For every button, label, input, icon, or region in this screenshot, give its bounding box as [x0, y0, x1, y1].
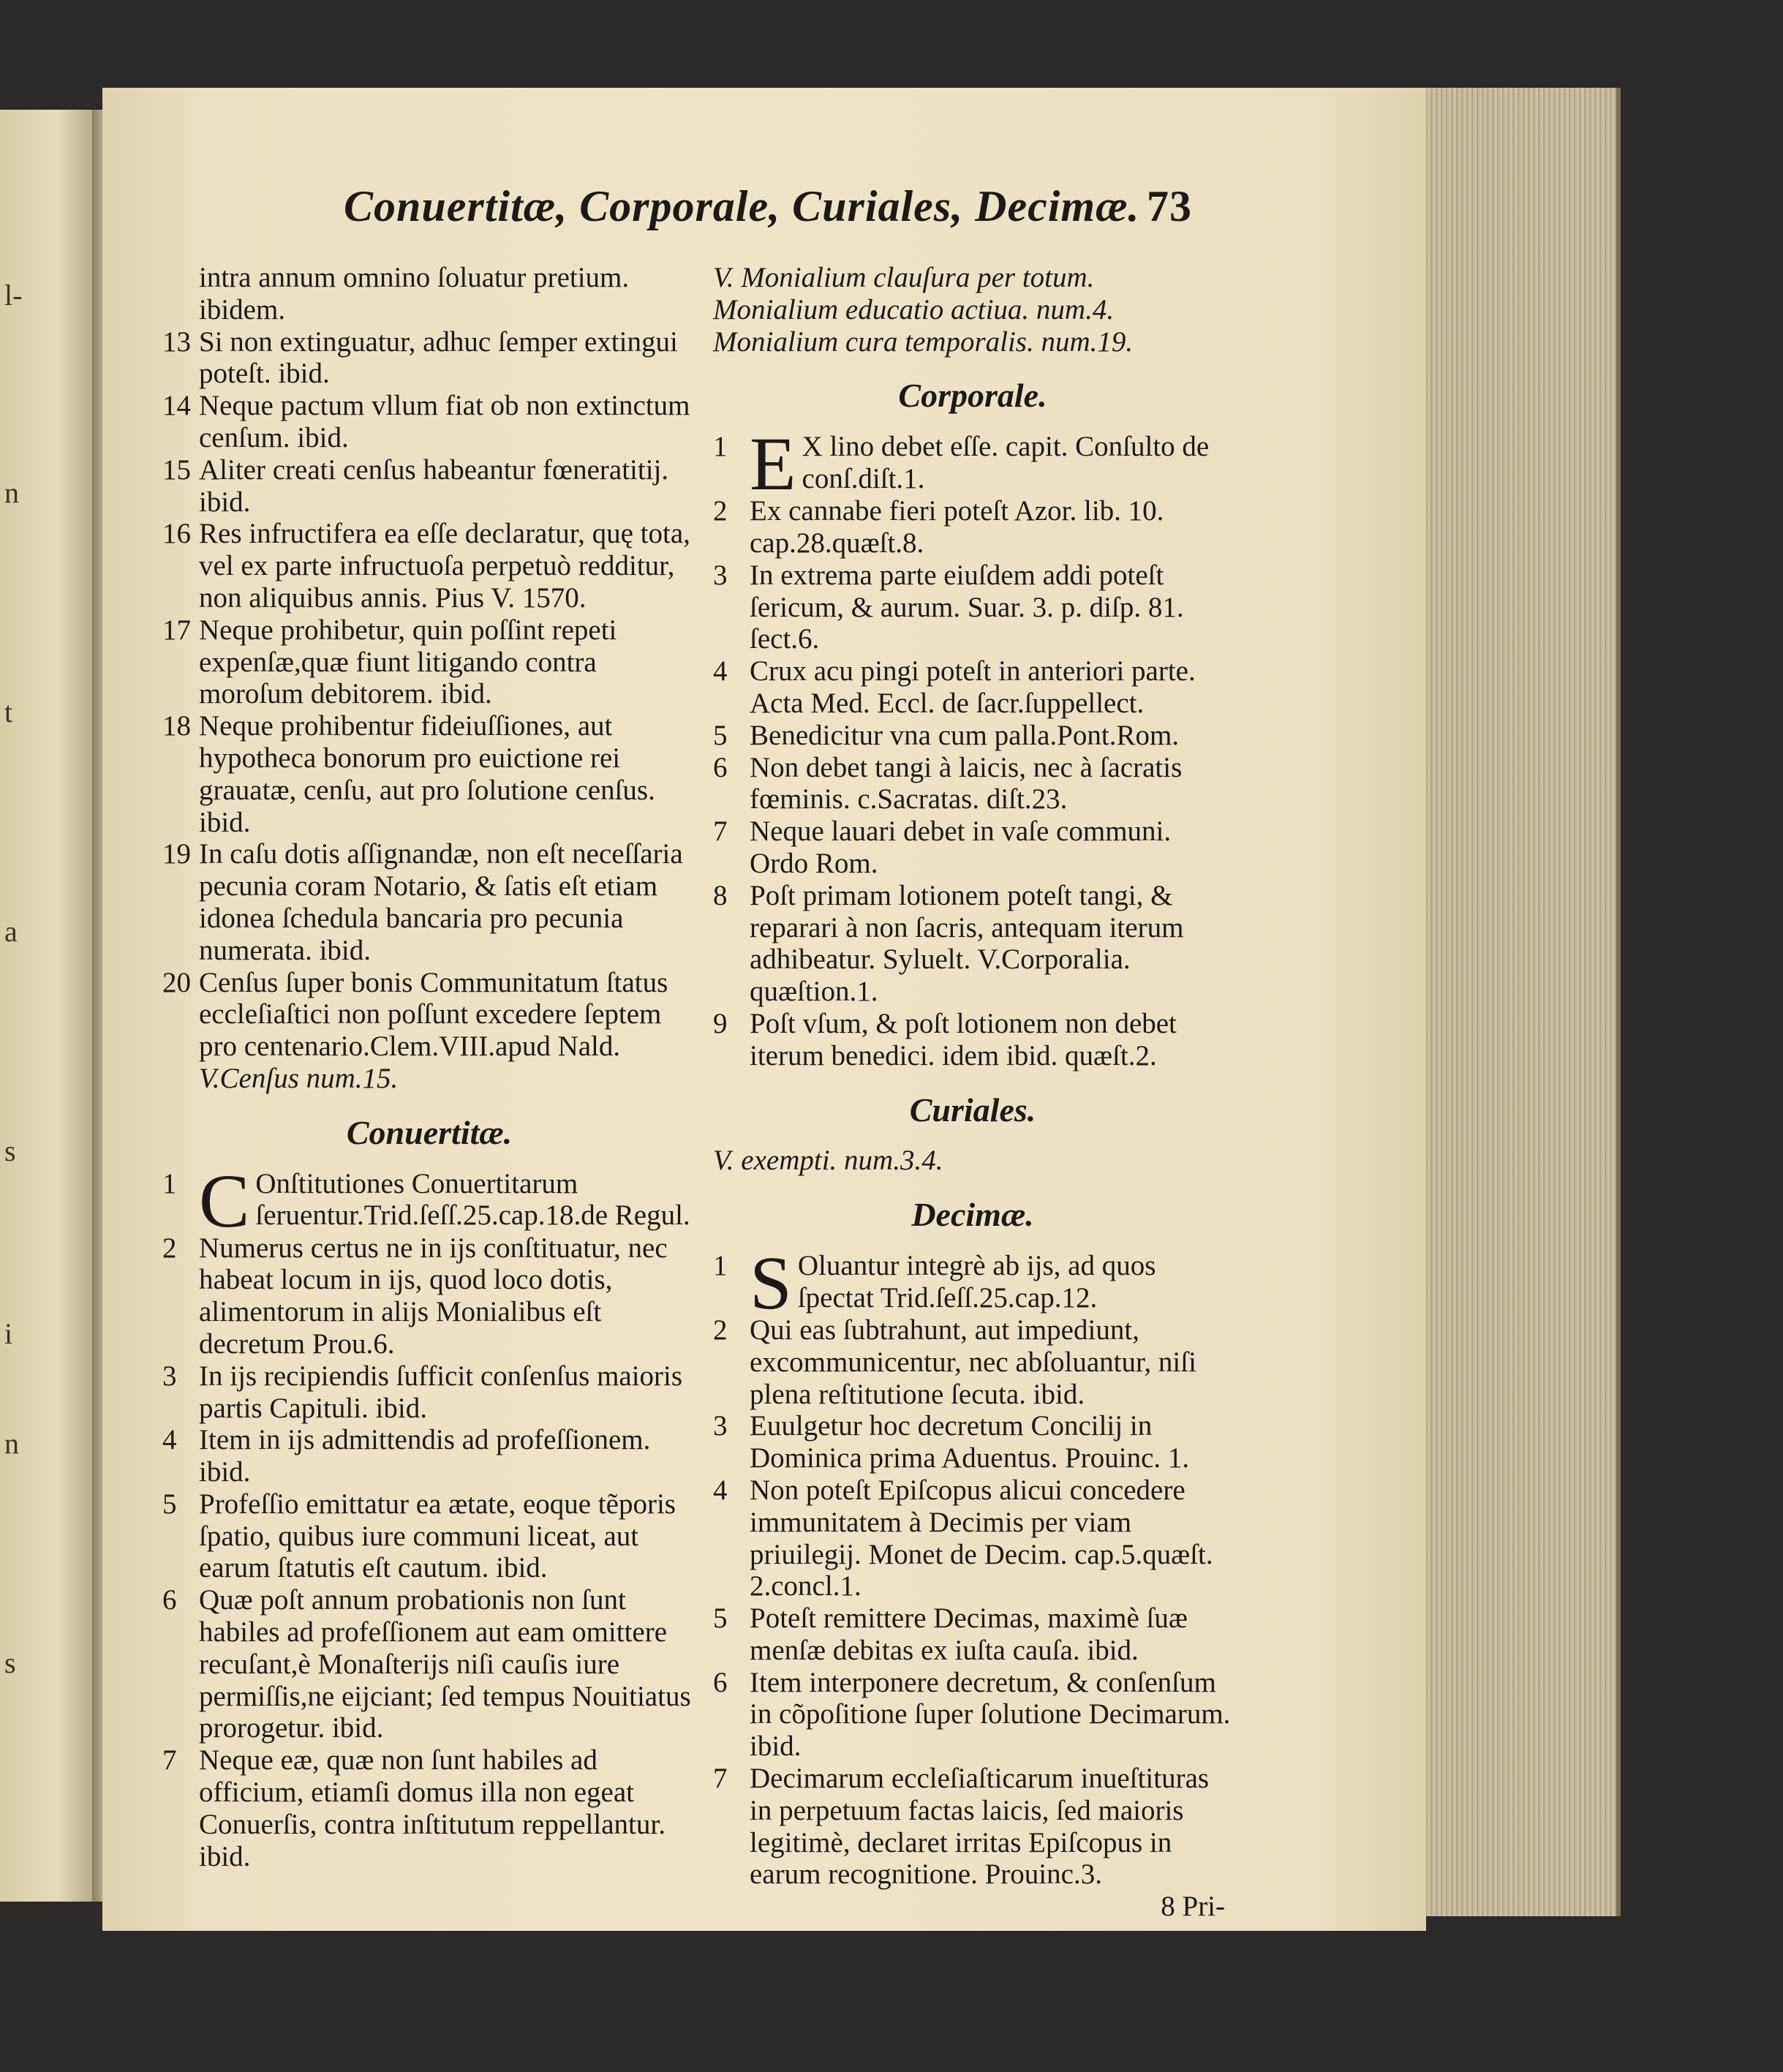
entry-text: Oluantur integrè ab ijs, ad quos ſpectat Trid.ſeſſ.25.cap.12.	[797, 1249, 1156, 1314]
entry-number: 7	[713, 815, 728, 848]
entry-text: Cenſus ſuper bonis Communitatum ſtatus eccleſiaſtici non poſſunt excedere ſeptem pro centenario.Clem.VIII.apud Nald.	[199, 966, 668, 1063]
header-title: Conuertitæ, Corporale, Curiales, Decimæ.	[344, 182, 1140, 230]
entry-number: 5	[713, 1602, 728, 1635]
list-item	[713, 1240, 1232, 1325]
right-column	[713, 262, 1232, 1923]
entry-text: In ijs recipiendis ſufficit conſenſus maioris partis Capituli. ibid.	[199, 1360, 683, 1424]
entry-number: 16	[162, 518, 191, 550]
entry-number: 4	[162, 1424, 177, 1456]
entry-number: 14	[162, 390, 191, 422]
list-item	[713, 720, 1232, 752]
entry-number: 20	[162, 966, 191, 998]
list-item	[162, 710, 696, 838]
list-item	[162, 1232, 696, 1360]
list-item	[713, 880, 1232, 1008]
margin-fragment: l-	[4, 279, 23, 312]
entry-number: 7	[162, 1744, 177, 1777]
drop-capital: C	[199, 1159, 250, 1243]
entry-number: 6	[162, 1584, 177, 1616]
list-item	[162, 1744, 696, 1872]
entry-text: Item in ijs admittendis ad profeſſionem. ibid.	[199, 1424, 651, 1488]
entry-number: 5	[162, 1488, 177, 1520]
list-item	[162, 1424, 696, 1488]
entry-text: Onſtitutiones Conuertitarum ſeruentur.Trid.ſeſſ.25.cap.18.de Regul.	[255, 1167, 690, 1232]
margin-fragment: s	[4, 1134, 16, 1167]
entry-text: Item interponere decretum, & conſenſum in cõpoſitione ſuper ſolutione Decimarum. ibid.	[750, 1666, 1231, 1763]
cross-reference: V.Cenſus num.15.	[199, 1062, 399, 1094]
entry-text: Neque eæ, quæ non ſunt habiles ad officium, etiamſi domus illa non egeat Conuerſis, contra inſtitutum reppellantur. ibid.	[199, 1744, 666, 1872]
margin-fragment: n	[4, 476, 19, 509]
margin-fragment: t	[4, 696, 13, 728]
list-item	[162, 1159, 696, 1243]
entry-text: Poſt vſum, & poſt lotionem non debet iterum benedici. idem ibid. quæſt.2.	[750, 1007, 1177, 1071]
entry-number: 7	[713, 1763, 728, 1795]
entry-number: 6	[713, 751, 728, 783]
entry-text: Res infructifera ea eſſe declaratur, quę tota, vel ex parte infructuoſa perpetuò redditur, non aliquibus annis. Pius V. 1570.	[199, 518, 690, 614]
entry-number: 2	[162, 1232, 177, 1264]
entry-text: Benedicitur vna cum palla.Pont.Rom.	[750, 719, 1180, 751]
entry-text: Ex cannabe fieri poteſt Azor. lib. 10. cap.28.quæſt.8.	[750, 495, 1164, 559]
list-item	[713, 560, 1232, 655]
list-item	[162, 1360, 696, 1425]
cross-reference: V. Monialium clauſura per totum.	[713, 262, 1095, 293]
entry-text: In extrema parte eiuſdem addi poteſt ſericum, & aurum. Suar. 3. p. diſp. 81. ſect.6.	[750, 559, 1184, 655]
entry-text: Aliter creati cenſus habeantur fœneratitij. ibid.	[199, 453, 669, 518]
entry-text: Quæ poſt annum probationis non ſunt habiles ad profeſſionem aut eam omittere recuſant,è Monaſterijs niſi cauſis iure permiſſis,ne eijciant; ſed tempus Nouitiatus prorogetur. ibid.	[199, 1584, 691, 1744]
page-number: 73	[1147, 182, 1192, 230]
entry-text: X lino debet eſſe. capit. Conſulto de conſ.diſt.1.	[802, 431, 1210, 494]
list-item	[162, 518, 696, 614]
entry-number: 13	[162, 325, 191, 358]
entry-number: 5	[713, 719, 728, 751]
entry-text: Neque prohibentur fideiuſſiones, aut hypotheca bonorum pro euictione rei grauatæ, cenſu, aut pro ſolutione cenſus. ibid.	[199, 710, 655, 838]
list-item	[713, 815, 1232, 880]
margin-fragment: i	[4, 1317, 13, 1350]
list-item	[713, 1667, 1232, 1763]
previous-page-edge	[0, 110, 95, 1902]
entry-number: 17	[162, 614, 191, 646]
section-heading: Conuertitæ.	[346, 1113, 513, 1151]
entry-number: 3	[162, 1360, 177, 1392]
entry-text: Qui eas ſubtrahunt, aut impediunt, excommunicentur, nec abſoluantur, niſi plena reſtitutione ſecuta. ibid.	[750, 1314, 1196, 1410]
entry-text: Profeſſio emittatur ea ætate, eoque tẽporis ſpatio, quibus iure communi liceat, aut earum ſtatutis eſt cautum. ibid.	[199, 1488, 676, 1584]
entry-text: Si non extinguatur, adhuc ſemper extingui poteſt. ibid.	[199, 325, 678, 390]
entry-number: 9	[713, 1007, 728, 1039]
entry-number: 1	[713, 431, 728, 463]
entry-text: Euulgetur hoc decretum Concilij in Dominica prima Aduentus. Prouinc. 1.	[750, 1410, 1190, 1474]
list-item	[162, 1488, 696, 1584]
entry-text: Poſt primam lotionem poteſt tangi, & reparari à non ſacris, antequam iterum adhibeatur. Syluelt. V.Corporalia. quæſtion.1.	[750, 879, 1184, 1008]
entry-number: 3	[713, 559, 728, 591]
entry-text: Numerus certus ne in ijs conſtituatur, nec habeat locum in ijs, quod loco dotis, alimentorum in alijs Monialibus eſt decretum Prou.6.	[199, 1232, 668, 1360]
list-item	[162, 326, 696, 391]
cross-reference: V. exempti. num.3.4.	[713, 1145, 943, 1177]
list-item	[713, 1763, 1232, 1891]
margin-fragment: a	[4, 915, 18, 948]
entry-number: 2	[713, 495, 728, 527]
list-item	[713, 1410, 1232, 1474]
list-item	[162, 838, 696, 966]
entry-text: Crux acu pingi poteſt in anteriori parte. Acta Med. Eccl. de ſacr.ſuppellect.	[750, 655, 1196, 719]
list-item	[713, 1314, 1232, 1410]
entry-text: Neque pactum vllum fiat ob non extinctum cenſum. ibid.	[199, 390, 690, 453]
entry-number: 1	[713, 1249, 728, 1281]
entry-text: In caſu dotis aſſignandæ, non eſt neceſſaria pecunia coram Notario, & ſatis eſt etiam idonea ſchedula bancaria pro pecunia numerata. ibid.	[199, 838, 683, 966]
entry-number: 18	[162, 710, 191, 742]
list-item	[713, 1602, 1232, 1667]
list-item	[713, 752, 1232, 816]
entry-text: Non poteſt Epiſcopus alicui concedere immunitatem à Decimis per viam priuilegij. Monet de Decim. cap.5.quæſt. 2.concl.1.	[750, 1474, 1213, 1602]
entry-number: 1	[162, 1167, 177, 1199]
list-item	[713, 1474, 1232, 1602]
list-item	[713, 495, 1232, 560]
list-item	[162, 614, 696, 710]
section-heading: Decimæ.	[911, 1196, 1034, 1234]
margin-fragment: s	[4, 1646, 16, 1679]
list-item	[162, 390, 696, 454]
list-item	[162, 454, 696, 519]
left-column	[162, 262, 696, 1872]
cross-reference: Monialium cura temporalis. num.19.	[713, 325, 1134, 358]
page-edges	[1422, 88, 1621, 1916]
list-item	[162, 967, 696, 1063]
drop-capital: E	[750, 422, 796, 507]
entry-number: 3	[713, 1410, 728, 1442]
drop-capital: S	[750, 1240, 792, 1325]
list-item	[713, 655, 1232, 720]
entry-text: Decimarum eccleſiaſticarum inueſtituras in perpetuum factas laicis, ſed maioris legitimè, declaret irritas Epiſcopus in earum recognitione. Prouinc.3.	[750, 1763, 1210, 1891]
margin-fragment: n	[4, 1427, 19, 1460]
list-item	[713, 1008, 1232, 1072]
list-item	[162, 1584, 696, 1744]
entry-number: 4	[713, 655, 728, 687]
catchword: 8 Pri-	[1161, 1891, 1225, 1923]
entry-number: 19	[162, 838, 191, 870]
section-heading: Corporale.	[898, 377, 1047, 415]
section-heading: Curiales.	[909, 1090, 1036, 1129]
entry-number: 6	[713, 1666, 728, 1698]
entry-text: Poteſt remittere Decimas, maximè ſuæ menſæ debitas ex iuſta cauſa. ibid.	[750, 1602, 1188, 1666]
running-header	[344, 181, 1192, 232]
entry-number: 8	[713, 879, 728, 911]
entry-number: 4	[713, 1474, 728, 1506]
entry-number: 2	[713, 1314, 728, 1346]
entry-number: 15	[162, 453, 191, 486]
entry-text: Neque prohibetur, quin poſſint repeti expenſæ,quæ fiunt litigando contra moroſum debitorem. ibid.	[199, 614, 617, 710]
cross-reference: Monialium educatio actiua. num.4.	[713, 293, 1115, 325]
entry-text: Non debet tangi à laicis, nec à ſacratis fœminis. c.Sacratas. diſt.23.	[750, 751, 1183, 815]
entry-text: Neque lauari debet in vaſe communi. Ordo Rom.	[750, 815, 1172, 879]
list-item	[713, 422, 1232, 507]
continued-text: intra annum omnino ſoluatur pretium. ibidem.	[199, 262, 630, 325]
